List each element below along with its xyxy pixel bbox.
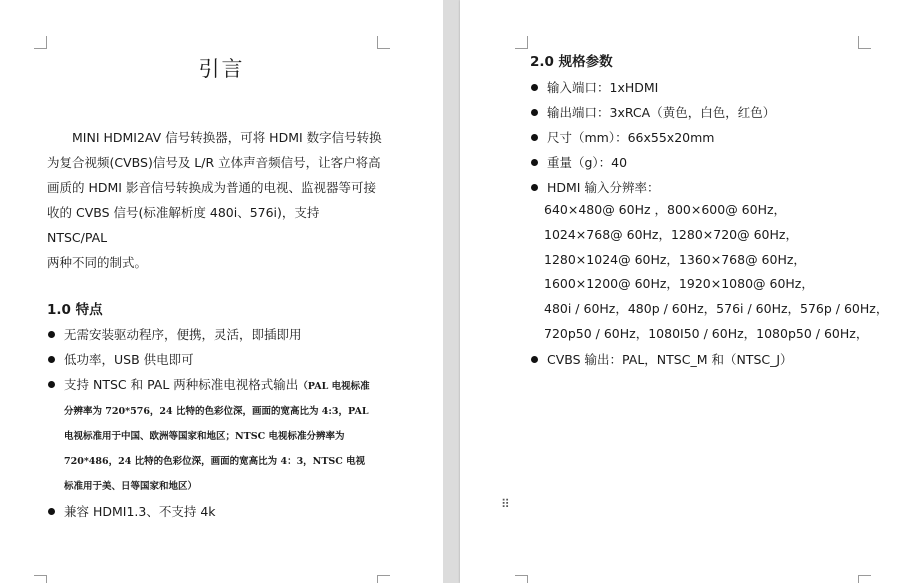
crop-mark: [515, 36, 528, 49]
crop-mark: [515, 575, 528, 583]
spec-text: HDMI 输入分辨率：: [547, 180, 660, 195]
intro-line: 画质的 HDMI 影音信号转换成为普通的电视、监视器等可接: [47, 180, 376, 195]
specs-list: [530, 75, 870, 200]
intro-line: MINI HDMI2AV 信号转换器，可将 HDMI 数字信号转换: [72, 130, 382, 145]
list-item: [47, 499, 387, 524]
feature-text: 无需安装驱动程序，便携，灵活，即插即用: [64, 327, 302, 342]
bullet-icon: [48, 381, 55, 388]
bullet-icon: [48, 331, 55, 338]
spec-text: 输出端口：3xRCA（黄色，白色，红色）: [547, 105, 776, 120]
crop-mark: [34, 575, 47, 583]
feature-text: 低功率，USB 供电即可: [64, 352, 194, 367]
feature-text: 支持 NTSC 和 PAL 两种标准电视格式输出: [64, 377, 299, 392]
resolution-line: 1600×1200@ 60Hz，1920×1080@ 60Hz，: [544, 276, 814, 292]
resolution-line: 1280×1024@ 60Hz，1360×768@ 60Hz，: [544, 251, 806, 267]
feature-text: 兼容 HDMI1.3、不支持 4k: [64, 504, 216, 519]
resolution-line: 720p50 / 60Hz，1080I50 / 60Hz，1080p50 / 60Hz，: [544, 325, 869, 341]
bullet-icon: [531, 84, 538, 91]
features-list: [47, 322, 387, 524]
intro-paragraph: [47, 125, 383, 275]
feature-note: 720*486，24 比特的色彩位深，画面的宽高比为 4：3，NTSC 电视: [64, 456, 366, 467]
resolution-line: 480i / 60Hz，480p / 60Hz，576i / 60Hz，576p / 60Hz，: [544, 301, 889, 317]
crop-mark: [377, 575, 390, 583]
resolution-line: 640×480@ 60Hz ，800×600@ 60Hz，: [544, 202, 787, 217]
page-title: 引言: [198, 57, 245, 81]
bullet-icon: [531, 159, 538, 166]
list-item: [47, 372, 387, 499]
resolution-line: 1024×768@ 60Hz，1280×720@ 60Hz，: [544, 226, 798, 242]
bullet-icon: [531, 134, 538, 141]
crop-mark: [858, 575, 871, 583]
resolution-list: [544, 198, 888, 347]
intro-line: 为复合视频(CVBS)信号及 L/R 立体声音频信号，让客户将高: [47, 155, 381, 170]
bullet-icon: [531, 184, 538, 191]
crop-mark: [34, 36, 47, 49]
spec-text: 重量（g）：40: [547, 155, 628, 170]
feature-note: 标准用于美、日等国家和地区）: [64, 481, 198, 492]
features-heading: 1.0 特点: [47, 302, 103, 318]
list-item: [530, 175, 870, 200]
list-item: [530, 125, 870, 150]
drag-handle-icon[interactable]: ⠿: [501, 497, 509, 511]
list-item: [530, 150, 870, 175]
crop-mark: [858, 36, 871, 49]
bullet-icon: [48, 508, 55, 515]
spec-text: CVBS 输出：PAL，NTSC_M 和（NTSC_J）: [547, 352, 793, 367]
list-item: [530, 347, 870, 372]
intro-line: 两种不同的制式。: [47, 255, 148, 270]
spec-text: 输入端口：1xHDMI: [547, 80, 659, 95]
bullet-icon: [531, 356, 538, 363]
intro-line: 收的 CVBS 信号(标准解析度 480i、576i)，支持 NTSC/PAL: [47, 205, 320, 245]
feature-note: （PAL 电视标准: [298, 381, 370, 392]
specs-list-cvbs: [530, 347, 870, 372]
list-item: [530, 75, 870, 100]
feature-note: 电视标准用于中国、欧洲等国家和地区；NTSC 电视标准分辨率为: [64, 431, 345, 442]
specs-heading: 2.0 规格参数: [530, 54, 613, 70]
spec-text: 尺寸（mm）：66x55x20mm: [547, 130, 715, 145]
crop-mark: [377, 36, 390, 49]
list-item: [47, 322, 387, 347]
feature-note: 分辨率为 720*576，24 比特的色彩位深，画面的宽高比为 4:3，PAL: [64, 406, 369, 417]
list-item: [47, 347, 387, 372]
bullet-icon: [531, 109, 538, 116]
document-page-left: [0, 0, 443, 583]
page-gutter: [443, 0, 460, 583]
bullet-icon: [48, 356, 55, 363]
list-item: [530, 100, 870, 125]
